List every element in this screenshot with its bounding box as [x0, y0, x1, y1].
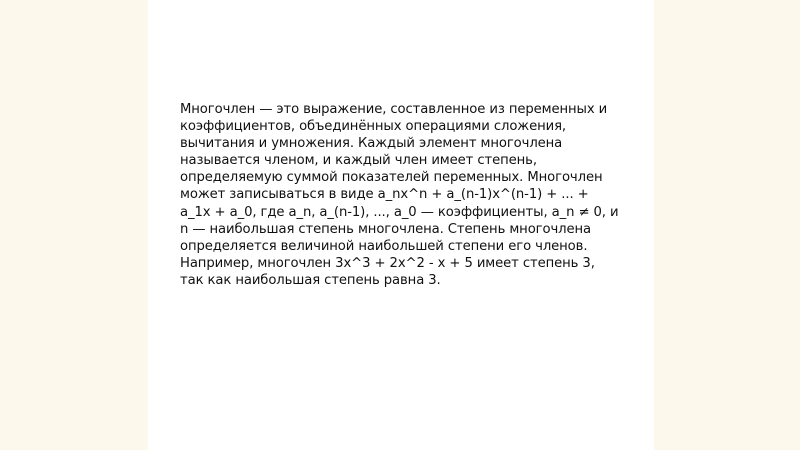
body-paragraph: Многочлен — это выражение, составленное из переменных и коэффициентов, объединённых операциями сложения, вычитания и умножения. Каждый элемент многочлена называется членом, и каждый член имеет степень, определяемую суммой показателей переменных. Многочлен может записываться в виде a_nx^n + a_(n-1)x^(n-1) + ... + a_1x + a_0, где a_n, a_(n-1), ..., a_0 — коэффициенты, a_n ≠ 0, и n — наибольшая степень многочлена. Степень многочлена определяется величиной наибольшей степени его членов. Например, многочлен 3x^3 + 2x^2 - x + 5 имеет степень 3, так как наибольшая степень равна 3. [180, 102, 619, 288]
document-page [148, 0, 654, 450]
